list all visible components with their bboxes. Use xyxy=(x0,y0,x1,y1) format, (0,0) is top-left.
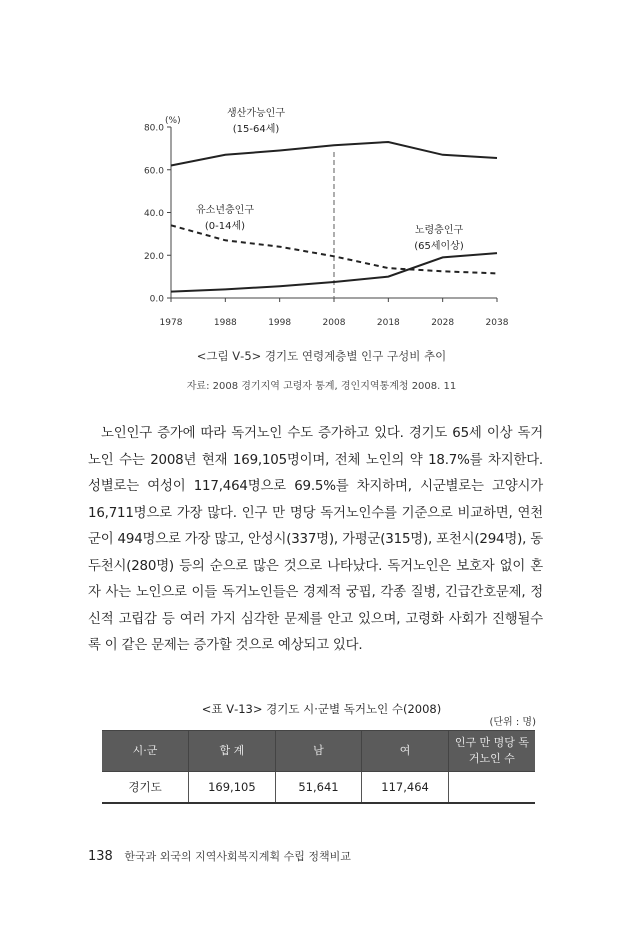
x-tick-label: 2008 xyxy=(322,318,346,328)
table-header-row xyxy=(102,731,535,772)
series-label-2-line1: 노령층인구 xyxy=(414,225,464,236)
series-label-2-line2: (65세이상) xyxy=(414,241,464,252)
y-tick-label: 60.0 xyxy=(143,166,164,177)
y-tick-label: 0.0 xyxy=(149,294,164,305)
x-tick-label: 2028 xyxy=(431,318,455,328)
chart-axes xyxy=(144,116,509,328)
cell-region: 경기도 xyxy=(102,772,189,804)
running-title: 한국과 외국의 지역사회복지계획 수립 정책비교 xyxy=(124,850,351,863)
figure-source: 자료: 2008 경기지역 고령자 통계, 경인지역통계청 2008. 11 xyxy=(186,381,457,392)
y-tick-label: 80.0 xyxy=(143,123,164,134)
figure-caption: <그림 Ⅴ-5> 경기도 연령계층별 인구 구성비 추이 xyxy=(196,349,447,363)
table-row xyxy=(102,772,535,804)
elderly-living-alone-table xyxy=(102,730,535,804)
age-structure-line-chart xyxy=(0,0,643,345)
series-label-1-line1: 유소년층인구 xyxy=(196,205,254,216)
x-tick-label: 1988 xyxy=(213,318,237,328)
series-label-0-line2: (15-64세) xyxy=(232,124,280,135)
page-footer xyxy=(88,848,351,864)
header-region: 시·군 xyxy=(102,731,189,772)
cell-female: 117,464 xyxy=(362,772,449,804)
header-per-10k: 인구 만 명당 독거노인 수 xyxy=(448,731,535,772)
series-label-1-line2: (0-14세) xyxy=(204,221,246,232)
y-unit-label: (%) xyxy=(165,116,181,126)
cell-male: 51,641 xyxy=(275,772,362,804)
cell-per-10k xyxy=(448,772,535,804)
x-tick-label: 2038 xyxy=(485,318,509,328)
x-tick-label: 2018 xyxy=(376,318,400,328)
chart-labels xyxy=(196,106,464,252)
body-paragraph: 노인인구 증가에 따라 독거노인 수도 증가하고 있다. 경기도 65세 이상 독거노인 수는 2008년 현재 169,105명이며, 전체 노인의 약 18.7%를 차지한다. 성별로는 여성이 117,464명으로 69.5%를 차지하며, 시군별로는 고양시가 16,711명으로 가장 많다. 인구 만 명당 독거노인수를 기준으로 비교하면, 연천군이 494명으로 가장 많고, 안성시(337명), 가평군(315명), 포천시(294명), 동두천시(280명) 등의 순으로 많은 것으로 나타났다. 독거노인은 보호자 없이 혼자 사는 노인으로 이들 독거노인들은 경제적 궁핍, 각종 질병, 긴급간호문제, 정신적 고립감 등 여러 가지 심각한 문제를 안고 있으며, 고령화 사회가 진행될수록 이 같은 문제는 증가할 것으로 예상되고 있다. xyxy=(88,426,543,653)
x-tick-label: 1998 xyxy=(268,318,292,328)
x-tick-label: 1978 xyxy=(159,318,183,328)
header-male: 남 xyxy=(275,731,362,772)
header-total: 합 계 xyxy=(189,731,276,772)
y-tick-label: 20.0 xyxy=(143,251,164,262)
body-text xyxy=(88,421,543,660)
cell-total: 169,105 xyxy=(189,772,276,804)
y-tick-label: 40.0 xyxy=(143,209,164,219)
table-unit: (단위 : 명) xyxy=(489,717,536,728)
header-female: 여 xyxy=(362,731,449,772)
series-label-0-line1: 생산가능인구 xyxy=(227,108,285,119)
table-title: <표 Ⅴ-13> 경기도 시·군별 독거노인 수(2008) xyxy=(201,702,442,716)
page-number: 138 xyxy=(88,849,113,864)
